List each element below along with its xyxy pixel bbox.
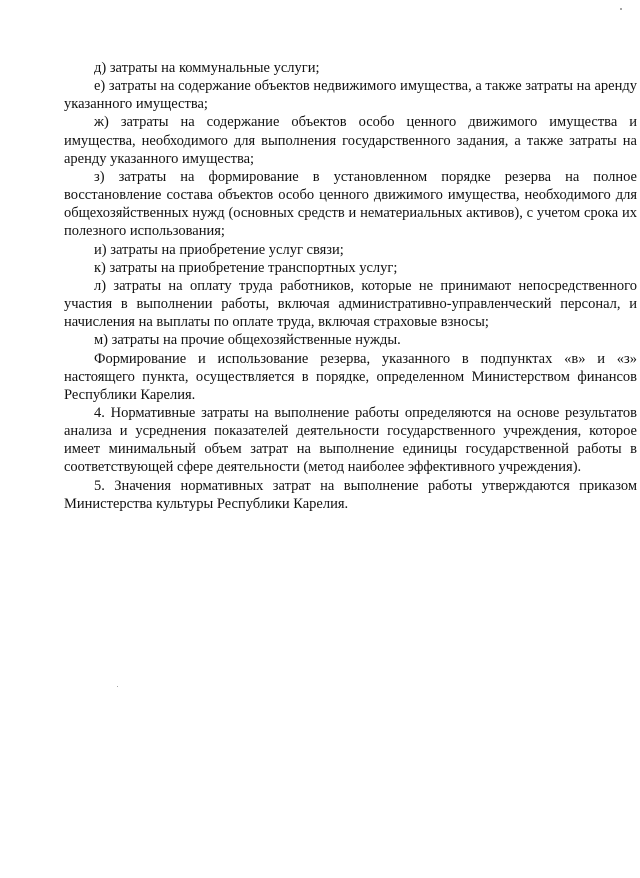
paragraph-section-5: 5. Значения нормативных затрат на выполнение работы утверждаются приказом Министерства культуры Республики Карелия. [64,477,637,512]
paragraph-zh-movable-property: ж) затраты на содержание объектов особо ценного движимого имущества и имущества, необходимого для выполнения государственного задания, а также затраты на аренду указанного имущества; [64,114,637,167]
scan-speck [117,686,118,687]
paragraph-l-salaries: л) затраты на оплату труда работников, которые не принимают непосредственного участия в выполнении работы, включая административно-управленческий персонал, и начисления на выплаты по оплате труда, включая страховые взносы; [64,277,637,331]
paragraph-e-real-estate: е) затраты на содержание объектов недвижимого имущества, а также затраты на аренду указанного имущества; [64,78,637,113]
paragraph-section-4: 4. Нормативные затраты на выполнение работы определяются на основе результатов анализа и усреднения показателей деятельности государственного учреждения, которое имеет минимальный объем затрат на выполнение единицы государственной работы в соответствующей сфере деятельности (метод наиболее эффективного учреждения). [64,404,637,476]
paragraph-d-utilities: д) затраты на коммунальные услуги; [94,60,320,76]
scan-speck [620,8,622,10]
document-body [64,59,637,513]
paragraph-m-other-needs: м) затраты на прочие общехозяйственные нужды. [94,332,401,349]
paragraph-k-transport: к) затраты на приобретение транспортных услуг; [94,259,398,276]
paragraph-i-communication: и) затраты на приобретение услуг связи; [94,241,344,258]
paragraph-z-reserve: з) затраты на формирование в установленном порядке резерва на полное восстановление состава объектов особо ценного движимого имущества, необходимого для общехозяйственных нужд (основных средств и нематериальных активов), с учетом срока их полезного использования; [64,168,637,240]
paragraph-reserve-usage: Формирование и использование резерва, указанного в подпунктах «в» и «з» настоящего пункта, осуществляется в порядке, определенном Министерством финансов Республики Карелия. [64,350,637,403]
